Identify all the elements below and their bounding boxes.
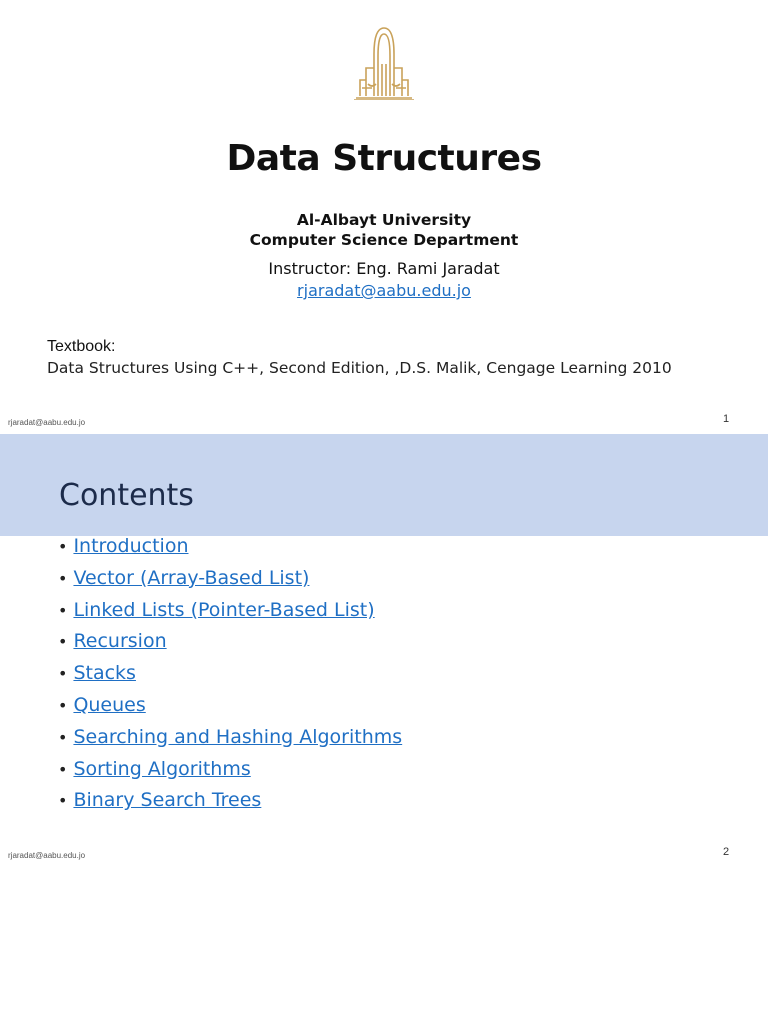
list-item: [58, 755, 402, 787]
bullet-icon: •: [58, 664, 68, 684]
list-item: [58, 723, 402, 755]
bullet-icon: •: [58, 695, 68, 715]
contents-link[interactable]: Sorting Algorithms: [73, 757, 251, 780]
bullet-icon: •: [58, 600, 68, 620]
contents-link[interactable]: Introduction: [73, 535, 189, 557]
bullet-icon: •: [58, 568, 68, 588]
slide-footer-email: rjaradat@aabu.edu.jo: [8, 418, 86, 427]
textbook-citation: Data Structures Using C++, Second Edition, ,D.S. Malik, Cengage Learning 2010: [47, 359, 672, 377]
instructor-name: Instructor: Eng. Rami Jaradat: [268, 259, 500, 278]
list-item: [58, 596, 402, 628]
bullet-icon: •: [58, 537, 68, 556]
contents-link[interactable]: Queues: [73, 693, 146, 716]
slide-1: [0, 0, 768, 434]
page-number: 2: [722, 846, 730, 858]
university-tower-logo-icon: [352, 24, 416, 100]
contents-link[interactable]: Searching and Hashing Algorithms: [73, 725, 403, 748]
slide-footer-email: rjaradat@aabu.edu.jo: [8, 851, 86, 860]
contents-title: Contents: [59, 478, 194, 513]
contents-link[interactable]: Linked Lists (Pointer-Based List): [73, 598, 375, 621]
bullet-icon: •: [58, 632, 68, 652]
slide-2: [0, 434, 768, 868]
contents-link[interactable]: Binary Search Trees: [73, 789, 262, 812]
university-name: Al-Albayt University: [296, 211, 472, 229]
bullet-icon: •: [58, 791, 68, 811]
list-item: [58, 659, 402, 691]
document-title: Data Structures: [226, 138, 542, 179]
list-item: [58, 564, 402, 596]
textbook-label: Textbook:: [47, 338, 116, 355]
contents-link[interactable]: Stacks: [73, 662, 136, 685]
instructor-email-link[interactable]: rjaradat@aabu.edu.jo: [297, 281, 471, 300]
bullet-icon: •: [58, 759, 68, 779]
page-number: 1: [722, 413, 730, 425]
contents-link[interactable]: Recursion: [73, 630, 167, 653]
contents-list: [58, 532, 402, 818]
list-item: [58, 786, 402, 818]
list-item: [58, 532, 402, 564]
contents-link[interactable]: Vector (Array-Based List): [73, 566, 310, 589]
department-name: Computer Science Department: [249, 231, 519, 249]
list-item: [58, 627, 402, 659]
bullet-icon: •: [58, 727, 68, 747]
list-item: [58, 691, 402, 723]
